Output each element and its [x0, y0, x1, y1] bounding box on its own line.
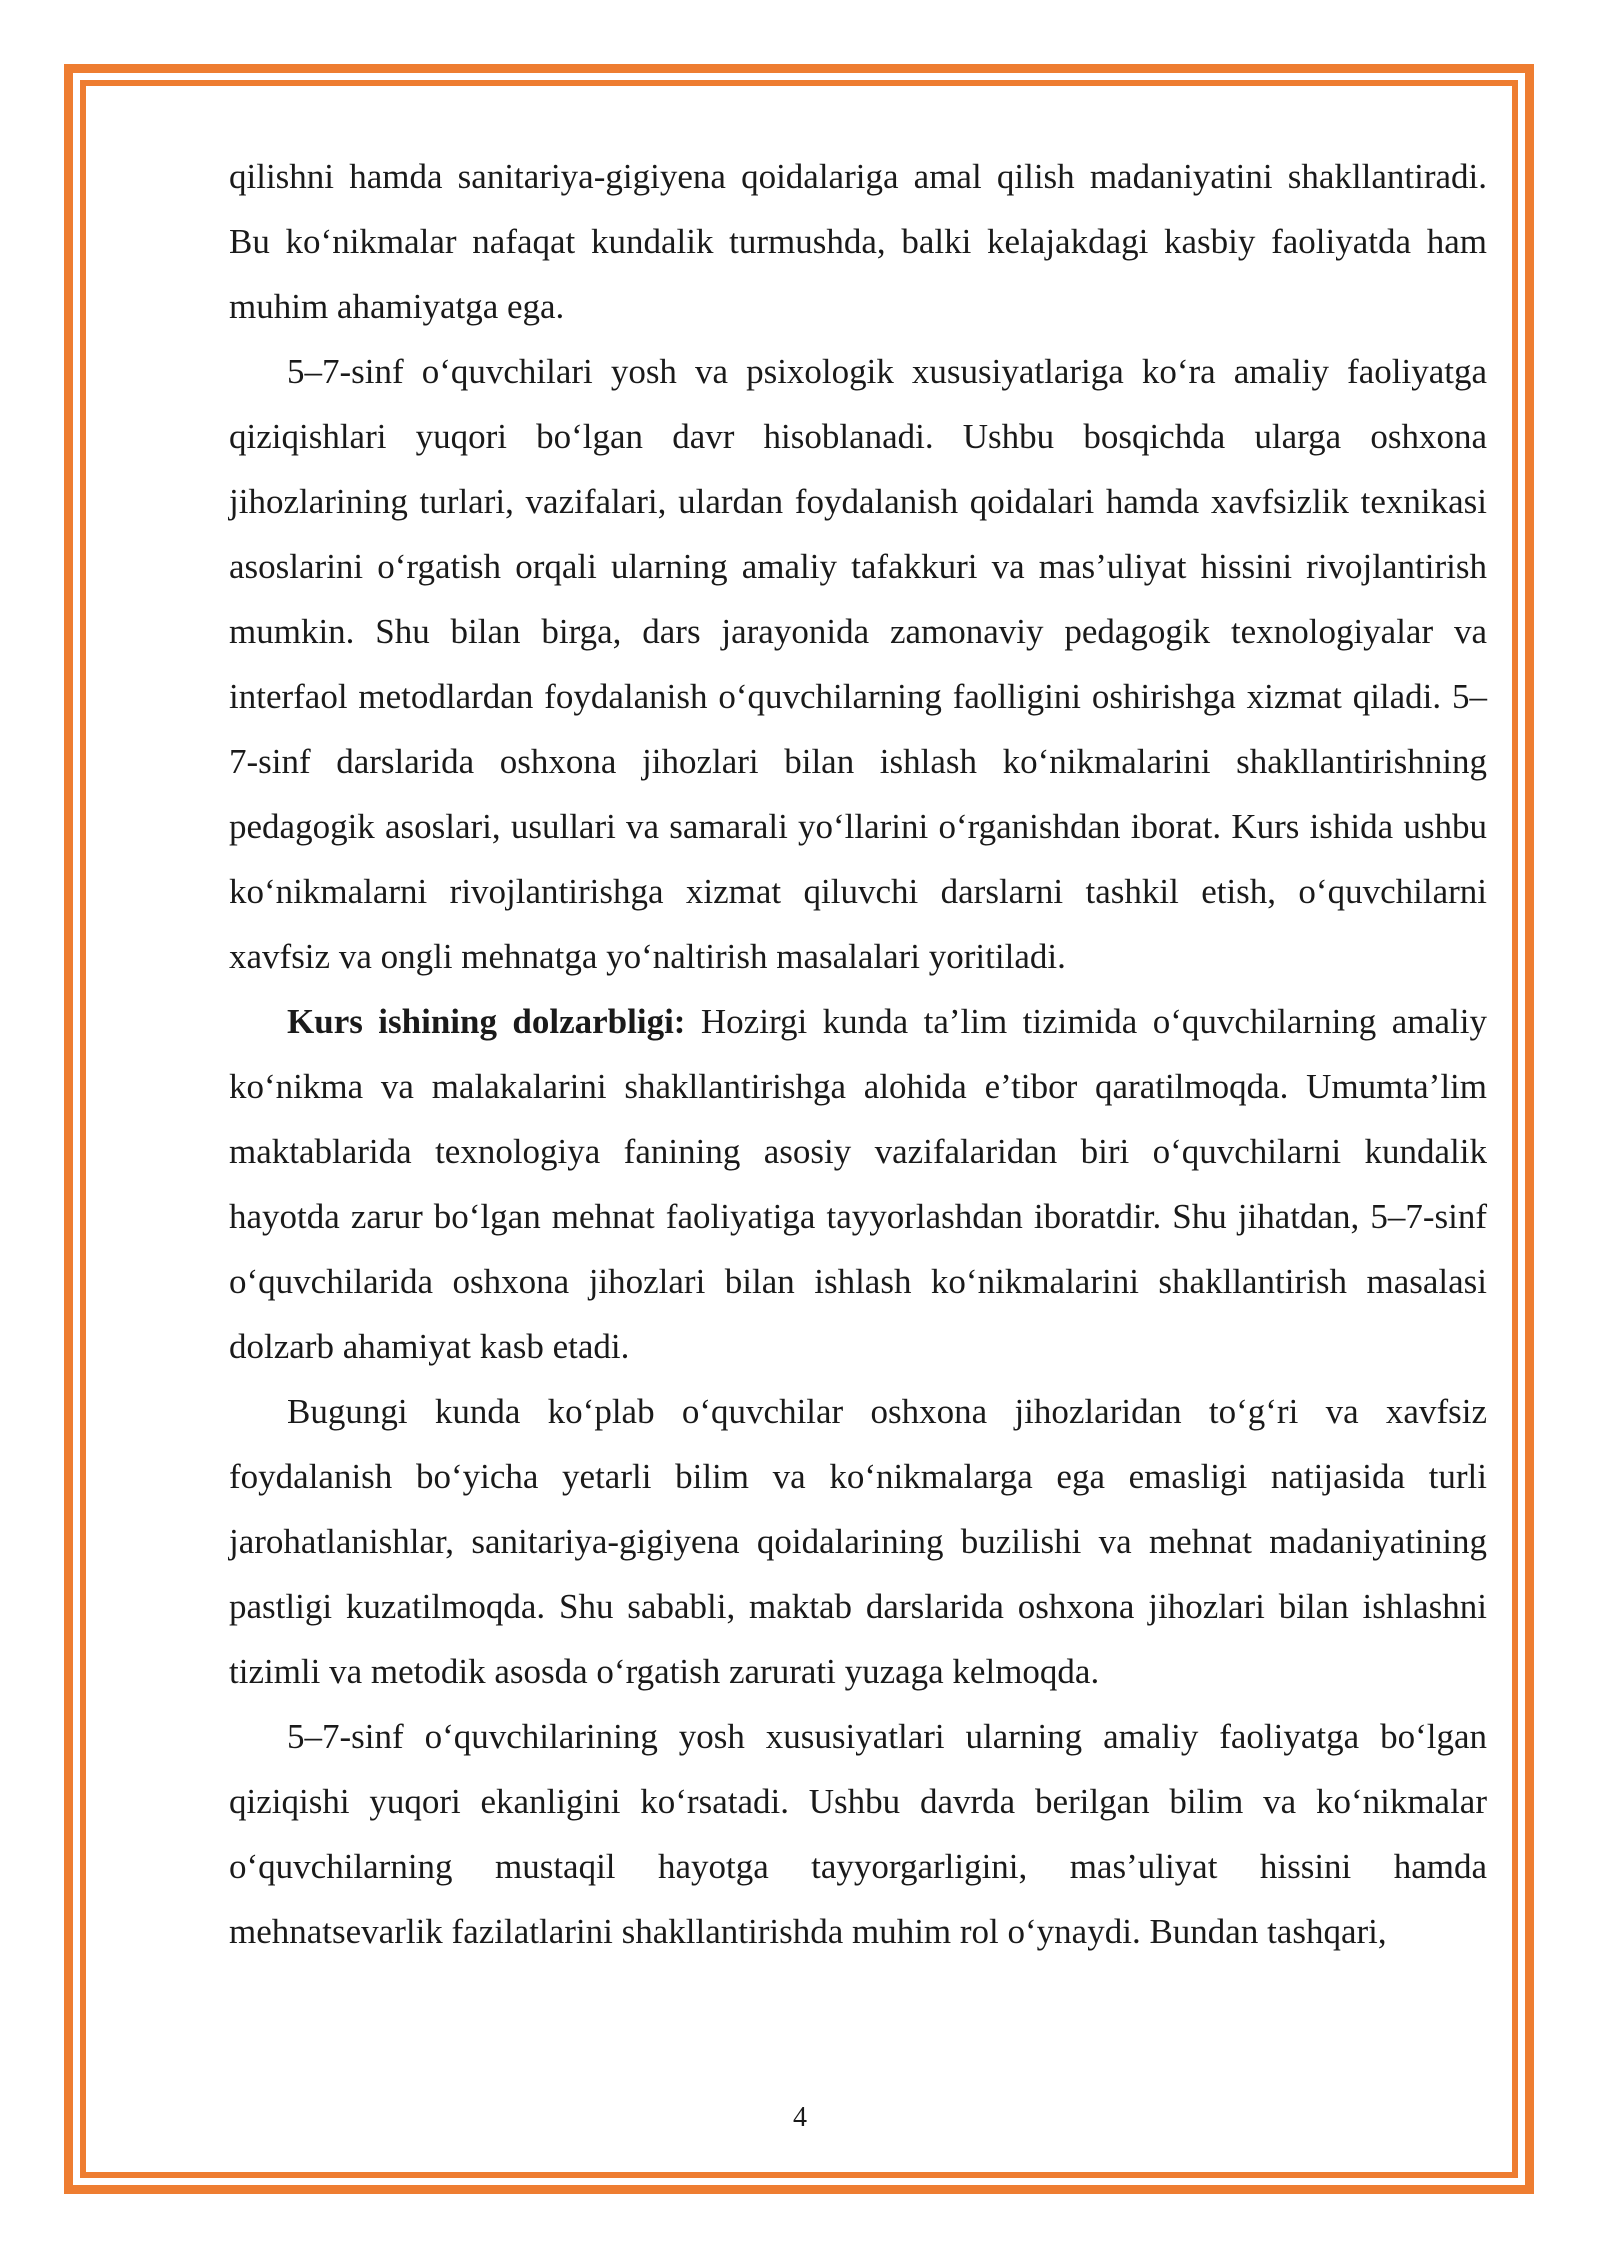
paragraph-3-relevance	[229, 989, 1487, 1379]
paragraph-1	[229, 144, 1487, 339]
section-heading-relevance: Kurs ishining dolzarbligi:	[287, 1002, 686, 1041]
page-body	[229, 144, 1487, 1964]
paragraph-2-text: 5–7-sinf o‘quvchilari yosh va psixologik xususiyatlariga ko‘ra amaliy faoliyatga qiziqishlari yuqori bo‘lgan davr hisoblanadi. Ushbu bosqichda ularga oshxona jihozlarining turlari, vazifalari, ulardan foydalanish qoidalari hamda xavfsizlik texnikasi asoslarini o‘rgatish orqali ularning amaliy tafakkuri va mas’uliyat hissini rivojlantirish mumkin. Shu bilan birga, dars jarayonida zamonaviy pedagogik texnologiyalar va interfaol metodlardan foydalanish o‘quvchilarning faolligini oshirishga xizmat qiladi. 5–7-sinf darslarida oshxona jihozlari bilan ishlash ko‘nikmalarini shakllantirishning pedagogik asoslari, usullari va samarali yo‘llarini o‘rganishdan iborat. Kurs ishida ushbu ko‘nikmalarni rivojlantirishga xizmat qiluvchi darslarni tashkil etish, o‘quvchilarni xavfsiz va ongli mehnatga yo‘naltirish masalalari yoritiladi.	[229, 352, 1487, 976]
paragraph-1-text: qilishni hamda sanitariya-gigiyena qoidalariga amal qilish madaniyatini shakllantiradi. Bu ko‘nikmalar nafaqat kundalik turmushda, balki kelajakdagi kasbiy faoliyatda ham muhim ahamiyatga ega.	[229, 157, 1487, 326]
paragraph-2	[229, 339, 1487, 989]
paragraph-4	[229, 1379, 1487, 1704]
paragraph-5-text: 5–7-sinf o‘quvchilarining yosh xususiyatlari ularning amaliy faoliyatga bo‘lgan qiziqishi yuqori ekanligini ko‘rsatadi. Ushbu davrda berilgan bilim va ko‘nikmalar o‘quvchilarning mustaqil hayotga tayyorgarligini, mas’uliyat hissini hamda mehnatsevarlik fazilatlarini shakllantirishda muhim rol o‘ynaydi. Bundan tashqari,	[229, 1717, 1487, 1951]
paragraph-5	[229, 1704, 1487, 1964]
page-number: 4	[793, 2102, 807, 2133]
paragraph-3-text: Hozirgi kunda ta’lim tizimida o‘quvchilarning amaliy ko‘nikma va malakalarini shakllantirishga alohida e’tibor qaratilmoqda. Umumta’lim maktablarida texnologiya fanining asosiy vazifalaridan biri o‘quvchilarni kundalik hayotda zarur bo‘lgan mehnat faoliyatiga tayyorlashdan iboratdir. Shu jihatdan, 5–7-sinf o‘quvchilarida oshxona jihozlari bilan ishlash ko‘nikmalarini shakllantirish masalasi dolzarb ahamiyat kasb etadi.	[229, 1002, 1487, 1366]
paragraph-4-text: Bugungi kunda ko‘plab o‘quvchilar oshxona jihozlaridan to‘g‘ri va xavfsiz foydalanish bo‘yicha yetarli bilim va ko‘nikmalarga ega emasligi natijasida turli jarohatlanishlar, sanitariya-gigiyena qoidalarining buzilishi va mehnat madaniyatining pastligi kuzatilmoqda. Shu sababli, maktab darslarida oshxona jihozlari bilan ishlashni tizimli va metodik asosda o‘rgatish zarurati yuzaga kelmoqda.	[229, 1392, 1487, 1691]
